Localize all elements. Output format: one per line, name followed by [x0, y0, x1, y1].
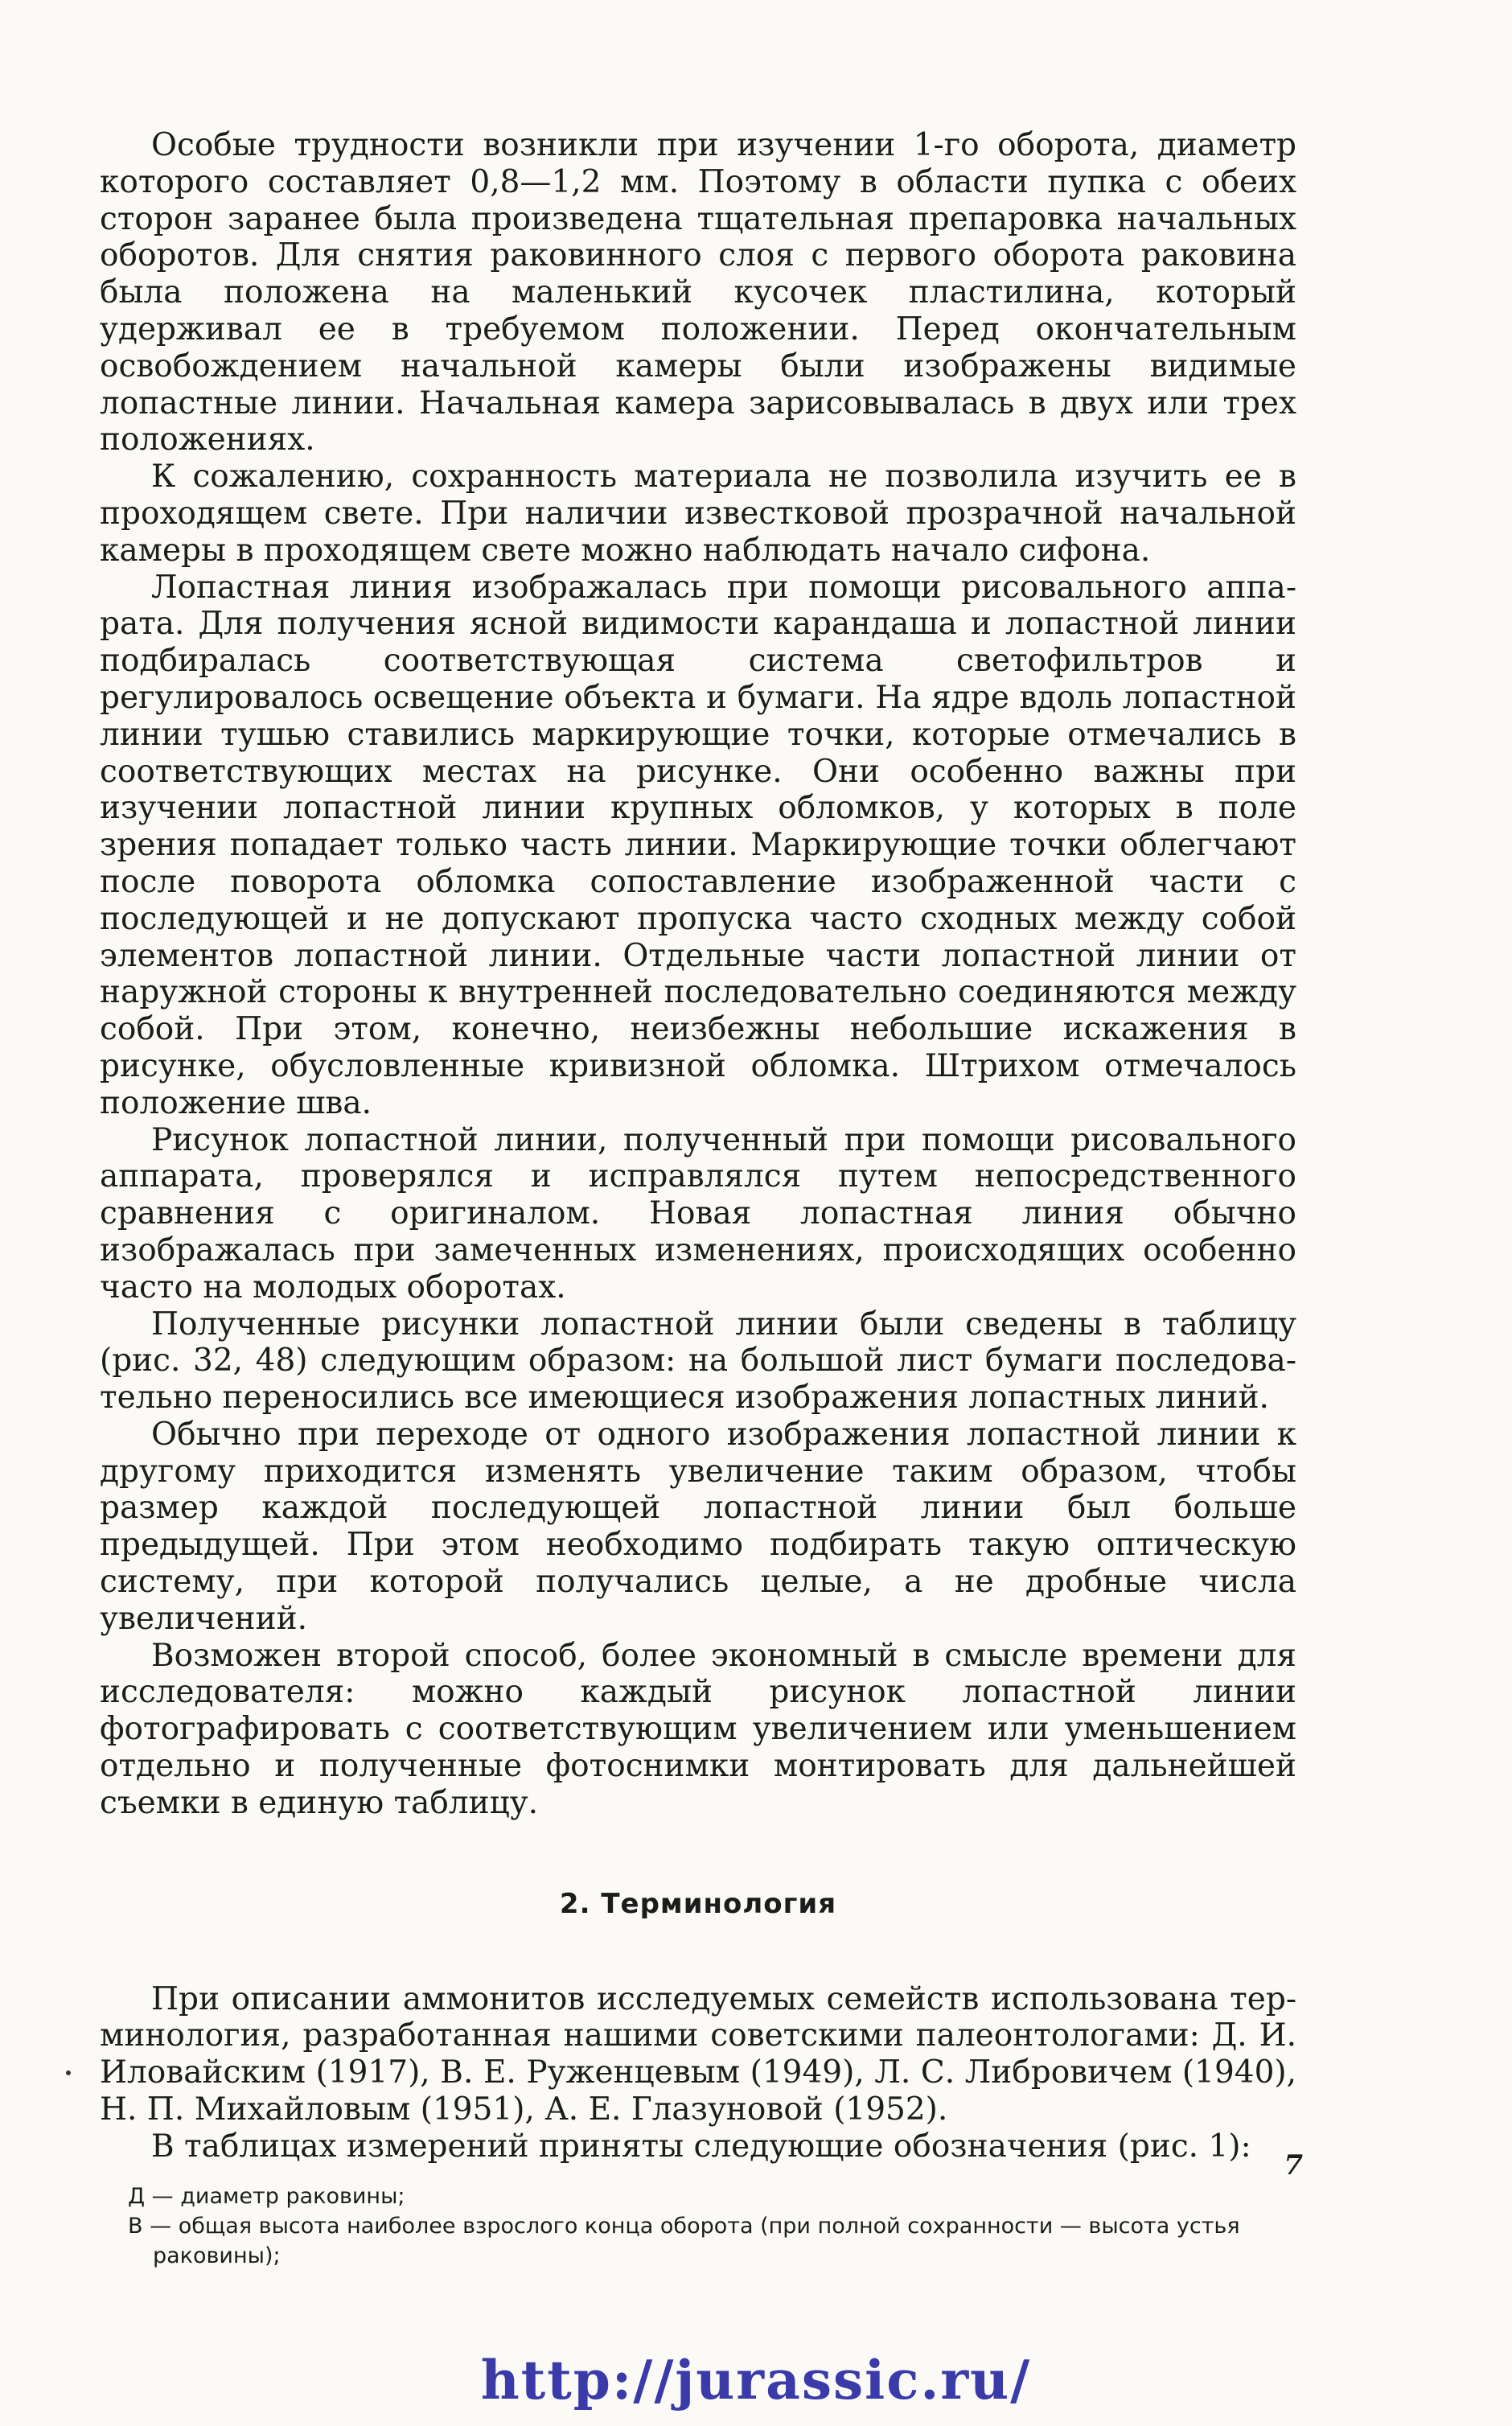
legend-list: [100, 2181, 1296, 2271]
legend-item-height: В — общая высота наиболее взрослого конца оборота (при полной сохранности — высота устья раковины);: [128, 2213, 1240, 2268]
paragraph-1: Особые трудности возникли при изучении 1-го оборота, диаметр которого составляет 0,8—1,2 мм. Поэтому в области пупка с обеих сторон заранее была произведена тщательная препаровка начальных оборотов. Для снятия раковинного слоя с первого оборота раковина была положена на маленький кусочек пластилина, который удерживал ее в требуемом положении. Перед окончательным освобождением начальной камеры были изображены видимые лопастные линии. Начальная камера зарисовывалась в двух или трех положениях.: [100, 127, 1296, 458]
section-paragraph-1: При описании аммонитов исследуемых семейств использована терминология, разработанная нашими советскими палеонтологами: Д. И. Иловайским (1917), В. Е. Руженцевым (1949), Л. С. Либровичем (1940), Н. П. Михайловым (1951), А. Е. Глазуновой (1952).: [100, 1980, 1296, 2128]
paragraph-3: Лопастная линия изображалась при помощи рисовального аппарата. Для получения ясной видимости карандаша и лопастной линии подбиралась соответствующая система светофильтров и регулировалось освещение объекта и бумаги. На ядре вдоль лопастной линии тушью ставились маркирующие точки, которые отмечались в соответствующих местах на рисунке. Они особенно важны при изучении лопастной линии крупных обломков, у которых в поле зрения попадает только часть линии. Маркирующие точки облегчают после поворота обломка сопоставление изображенной части с последующей и не допускают пропуска часто сходных между собой элементов лопастной линии. Отдельные части лопастной линии от наружной стороны к внутренней последовательно соединяются между собой. При этом, конечно, неизбежны небольшие искажения в рисунке, обусловленные кривизной обломка. Штрихом отмечалось положение шва.: [100, 569, 1296, 1121]
body-text: [100, 127, 1296, 1822]
paragraph-2: К сожалению, сохранность материала не позволила изучить ее в проходящем свете. При наличии известковой прозрачной начальной камеры в проходящем свете можно наблюдать начало сифона.: [100, 458, 1296, 569]
margin-dot: [66, 2070, 71, 2075]
page-number: 7: [1284, 2149, 1303, 2181]
section-paragraph-2: В таблицах измерений приняты следующие обозначения (рис. 1):: [151, 2128, 1251, 2165]
page-content: [100, 127, 1296, 2271]
paragraph-6: Обычно при переходе от одного изображения лопастной линии к другому приходится изменять увеличение таким образом, чтобы размер каждой последующей лопастной линии был больше предыдущей. При этом необходимо подбирать такую оптическую систему, при которой получались целые, а не дробные числа увеличений.: [100, 1416, 1296, 1637]
legend-item-diameter: Д — диаметр раковины;: [128, 2183, 405, 2209]
section-title: 2. Терминология: [559, 1887, 837, 1920]
paragraph-5: Полученные рисунки лопастной линии были сведены в таблицу (рис. 32, 48) следующим образом: на большой лист бумаги последовательно переносились все имеющиеся изображения лопастных линий.: [100, 1306, 1296, 1417]
paragraph-7: Возможен второй способ, более экономный в смысле времени для исследователя: можно каждый рисунок лопастной линии фотографировать с соответствующим увеличением или уменьшением отдельно и полученные фотоснимки монтировать для дальнейшей съемки в единую таблицу.: [100, 1637, 1296, 1821]
watermark-link[interactable]: http://jurassic.ru/: [480, 2349, 1032, 2412]
section-body: [100, 1981, 1296, 2165]
paragraph-4: Рисунок лопастной линии, полученный при помощи рисовального аппарата, проверялся и исправлялся путем непосредственного сравнения с оригиналом. Новая лопастная линия обычно изображалась при замеченных изменениях, происходящих особенно часто на молодых оборотах.: [100, 1121, 1296, 1306]
